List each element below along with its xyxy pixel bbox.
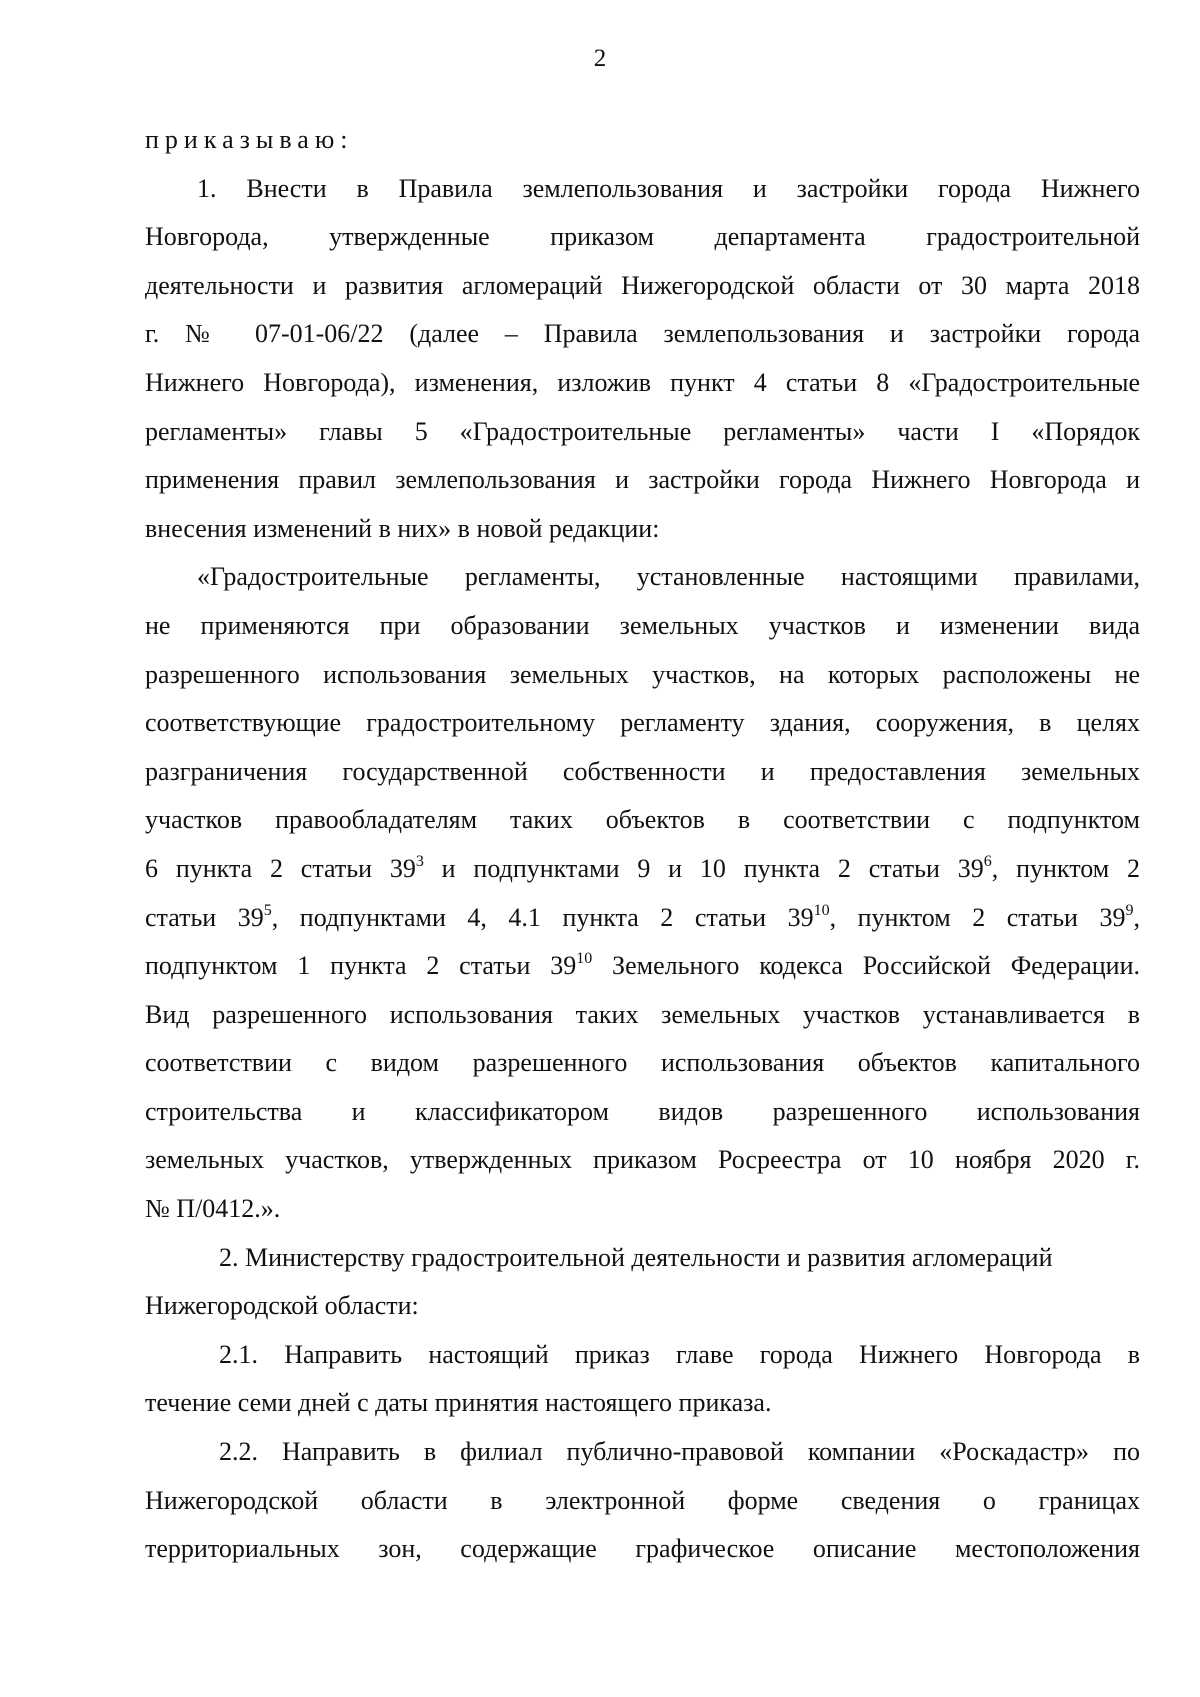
paragraph-1-line: Новгорода, утвержденные приказом департамента градостроительной (145, 222, 1140, 252)
superscript: 10 (813, 901, 830, 919)
paragraph-1-line: внесения изменений в них» в новой редакции: (145, 513, 660, 543)
paragraph-1-line: применения правил землепользования и застройки города Нижнего Новгорода и (145, 465, 1140, 495)
quote-line: «Градостроительные регламенты, установленные настоящими правилами, (197, 562, 1140, 592)
quote-line: разграничения государственной собственности и предоставления земельных (145, 756, 1140, 786)
paragraph-1-line: деятельности и развития агломераций Нижегородской области от 30 марта 2018 (145, 270, 1140, 300)
paragraph-2-2-line: 2.2. Направить в филиал публично-правовой компании «Роскадастр» по (219, 1437, 1140, 1467)
text-run: Земельного кодекса Российской Федерации. (592, 951, 1140, 981)
quote-line: земельных участков, утвержденных приказом Росреестра от 10 ноября 2020 г. (145, 1145, 1140, 1175)
paragraph-1-line: г. № 07-01-06/22 (далее – Правила землепользования и застройки города (145, 319, 1140, 349)
paragraph-2-line: Нижегородской области: (145, 1291, 419, 1321)
superscript: 5 (263, 901, 272, 919)
quote-line: разрешенного использования земельных участков, на которых расположены не (145, 659, 1140, 689)
quote-line-with-superscripts (145, 942, 1140, 991)
text-run: , пунктом 2 (991, 853, 1140, 883)
superscript: 9 (1125, 901, 1134, 919)
paragraph-2-1-line: течение семи дней с даты принятия настоящего приказа. (145, 1388, 772, 1418)
paragraph-1-line: Нижнего Новгорода), изменения, изложив пункт 4 статьи 8 «Градостроительные (145, 367, 1140, 397)
quote-line: соответствии с видом разрешенного использования объектов капитального (145, 1048, 1140, 1078)
quote-line: не применяются при образовании земельных участков и изменении вида (145, 610, 1140, 640)
paragraph-2-2-line: территориальных зон, содержащие графическое описание местоположения (145, 1534, 1140, 1564)
quote-line: строительства и классификатором видов разрешенного использования (145, 1096, 1140, 1126)
quote-line-with-superscripts (145, 845, 1140, 894)
superscript: 10 (576, 950, 593, 968)
quote-line: № П/0412.». (145, 1194, 281, 1224)
paragraph-1-line: регламенты» главы 5 «Градостроительные регламенты» части I «Порядок (145, 416, 1140, 446)
text-run: , подпунктами 4, 4.1 пункта 2 статьи 39 (271, 902, 814, 932)
quote-line: участков правообладателям таких объектов в соответствии с подпунктом (145, 805, 1140, 835)
text-run: 6 пункта 2 статьи 39 (145, 853, 416, 883)
document-body (145, 116, 1140, 1574)
text-run: , (1133, 902, 1140, 932)
superscript: 6 (983, 852, 992, 870)
paragraph-2-1-line: 2.1. Направить настоящий приказ главе города Нижнего Новгорода в (219, 1339, 1140, 1369)
text-run: и подпунктами 9 и 10 пункта 2 статьи 39 (423, 853, 984, 883)
superscript: 3 (415, 852, 424, 870)
paragraph-2-2-line: Нижегородской области в электронной форме сведения о границах (145, 1485, 1140, 1515)
paragraph-2-line: 2. Министерству градостроительной деятельности и развития агломераций (219, 1242, 1053, 1272)
quote-line-with-superscripts (145, 894, 1140, 943)
text-run: статьи 39 (145, 902, 264, 932)
order-word: приказываю: (145, 125, 354, 154)
quote-line: соответствующие градостроительному регламенту здания, сооружения, в целях (145, 708, 1140, 738)
paragraph-1-line: 1. Внести в Правила землепользования и застройки города Нижнего (197, 173, 1140, 203)
text-run: , пунктом 2 статьи 39 (829, 902, 1126, 932)
text-run: подпунктом 1 пункта 2 статьи 39 (145, 951, 577, 981)
quote-line: Вид разрешенного использования таких земельных участков устанавливается в (145, 999, 1140, 1029)
page-number: 2 (593, 45, 607, 72)
